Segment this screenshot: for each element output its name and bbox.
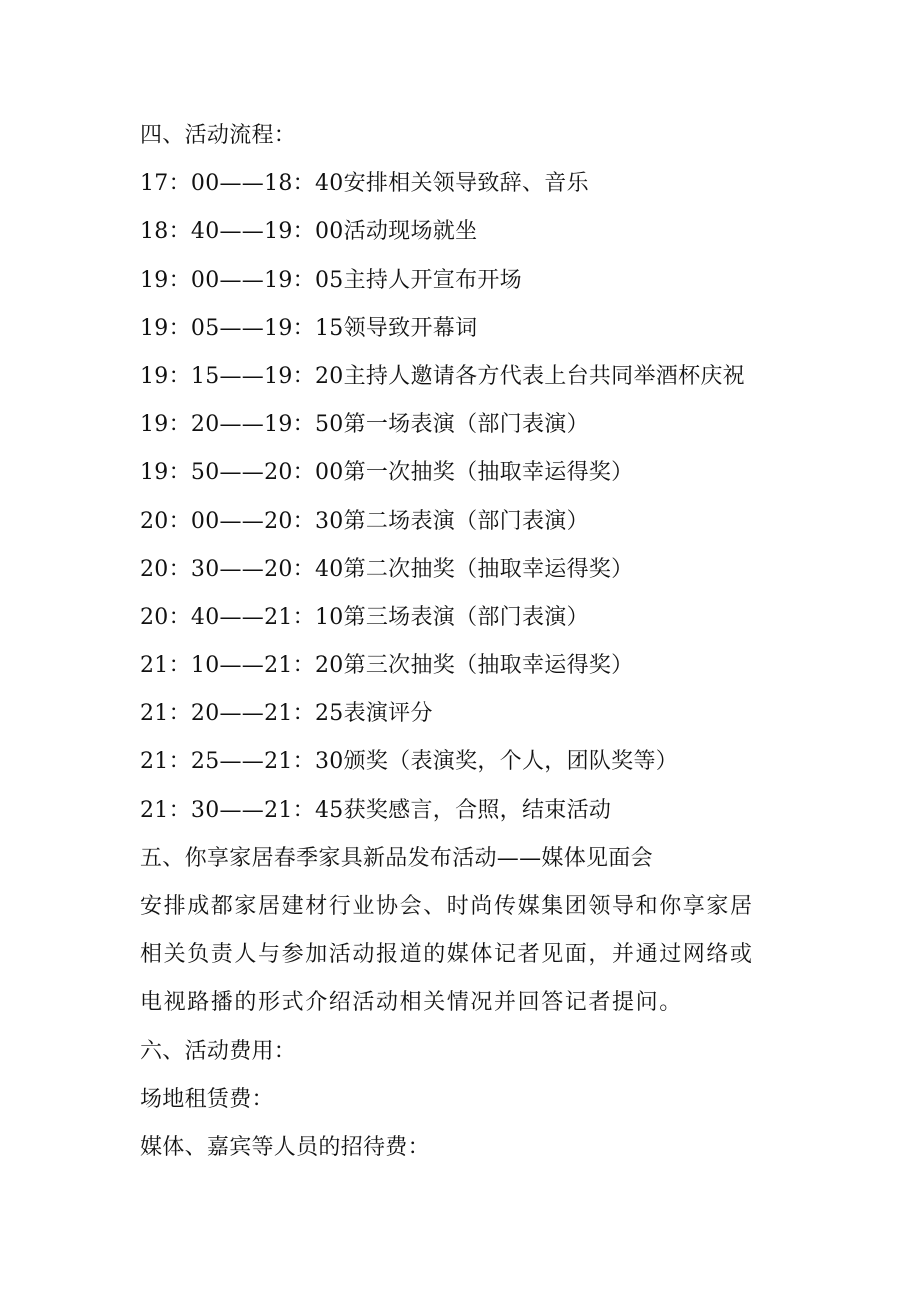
schedule-item: 20：40——21：10第三场表演（部门表演） bbox=[140, 604, 589, 630]
schedule-item: 21：25——21：30颁奖（表演奖，个人，团队奖等） bbox=[140, 749, 679, 775]
schedule-item: 17：00——18：40安排相关领导致辞、音乐 bbox=[140, 171, 589, 197]
schedule-item: 19：15——19：20主持人邀请各方代表上台共同举酒杯庆祝 bbox=[140, 363, 745, 389]
section-heading-schedule: 四、活动流程： bbox=[140, 123, 297, 148]
schedule-item: 21：10——21：20第三次抽奖（抽取幸运得奖） bbox=[140, 653, 634, 679]
schedule-list bbox=[140, 160, 790, 835]
schedule-item: 19：50——20：00第一次抽奖（抽取幸运得奖） bbox=[140, 460, 634, 486]
schedule-item: 20：30——20：40第二次抽奖（抽取幸运得奖） bbox=[140, 556, 634, 582]
cost-item: 场地租赁费： bbox=[140, 1086, 274, 1112]
paragraph-line: 电视路播的形式介绍活动相关情况并回答记者提问。 bbox=[140, 990, 683, 1016]
schedule-item: 20：00——20：30第二场表演（部门表演） bbox=[140, 508, 589, 534]
paragraph-line: 相关负责人与参加活动报道的媒体记者见面，并通过网络或 bbox=[140, 942, 754, 968]
schedule-item: 21：20——21：25表演评分 bbox=[140, 701, 433, 727]
media-paragraph bbox=[140, 883, 790, 1028]
schedule-item: 18：40——19：00活动现场就坐 bbox=[140, 219, 478, 245]
section-heading-media: 五、你享家居春季家具新品发布活动——媒体见面会 bbox=[140, 845, 653, 871]
schedule-item: 19：05——19：15领导致开幕词 bbox=[140, 315, 478, 341]
schedule-item: 21：30——21：45获奖感言，合照，结束活动 bbox=[140, 797, 612, 823]
paragraph-line: 安排成都家居建材行业协会、时尚传媒集团领导和你享家居 bbox=[140, 894, 754, 919]
schedule-item: 19：20——19：50第一场表演（部门表演） bbox=[140, 412, 589, 438]
document-body bbox=[140, 112, 790, 1172]
cost-item: 媒体、嘉宾等人员的招待费： bbox=[140, 1134, 430, 1160]
section-heading-costs: 六、活动费用： bbox=[140, 1038, 297, 1064]
cost-list bbox=[140, 1076, 790, 1172]
schedule-item: 19：00——19：05主持人开宣布开场 bbox=[140, 267, 522, 293]
